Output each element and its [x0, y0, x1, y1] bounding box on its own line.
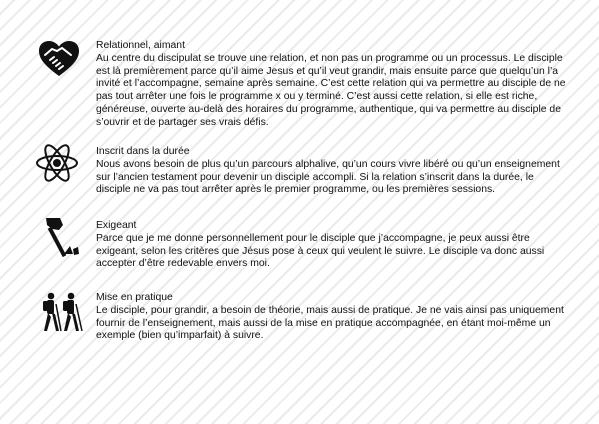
section-text: Parce que je me donne personnellement pour le disciple que j’accompagne, je peux aussi être exigeant, selon les critères que Jésus pose à ceux qui veulent le suivre. Le disciple va donc aussi accepter d’être redevable envers moi.: [96, 232, 545, 270]
section-title: Mise en pratique: [96, 292, 173, 303]
section-text: Au centre du discipulat se trouve une relation, et non pas un programme ou un processus. Le disciple est là premièrement parce qu’il aime Jesus et qu’il veut grandir, mais ensuite parce que quelqu’un l’a invité et l’accompagne, semaine après semaine. C’est cette relation qui va permettre au disciple de ne pas tout arrêter une fois le programme x ou y terminé. C’est aussi cette relation, si elle est riche, généreuse, ouverte au-delà des horaires du programme, authentique, qui va permettre au disciple de s’ouvrir et de partager ses vrais défis.: [96, 52, 566, 129]
section-pratique: [96, 292, 566, 343]
section-title: Inscrit dans la durée: [96, 146, 190, 157]
section-relationnel: [96, 40, 566, 130]
section-exigeant: [96, 220, 566, 271]
handshake-heart-icon: [38, 40, 80, 78]
axe-chopping-icon: [40, 216, 84, 260]
section-text: Le disciple, pour grandir, a besoin de théorie, mais aussi de pratique. Je ne vais ainsi pas uniquement fournir de l’enseignement, mais aussi de la mise en pratique accompagnée, en étant moi-même un exemple (bien qu’imparfait) à suivre.: [96, 304, 564, 342]
section-title: Relationnel, aimant: [96, 40, 185, 51]
atom-icon: [35, 143, 79, 183]
hikers-icon: [40, 292, 86, 334]
section-text: Nous avons besoin de plus qu’un parcours alphalive, qu’un cours vivre libéré ou qu’un enseignement sur l’ancien testament pour devenir un disciple accompli. Si la relation s’inscrit dans la durée, le disciple ne va pas tout arrêter après le premier programme, ou les premières sessions.: [96, 158, 560, 196]
section-duree: [96, 146, 566, 197]
section-title: Exigeant: [96, 220, 137, 231]
